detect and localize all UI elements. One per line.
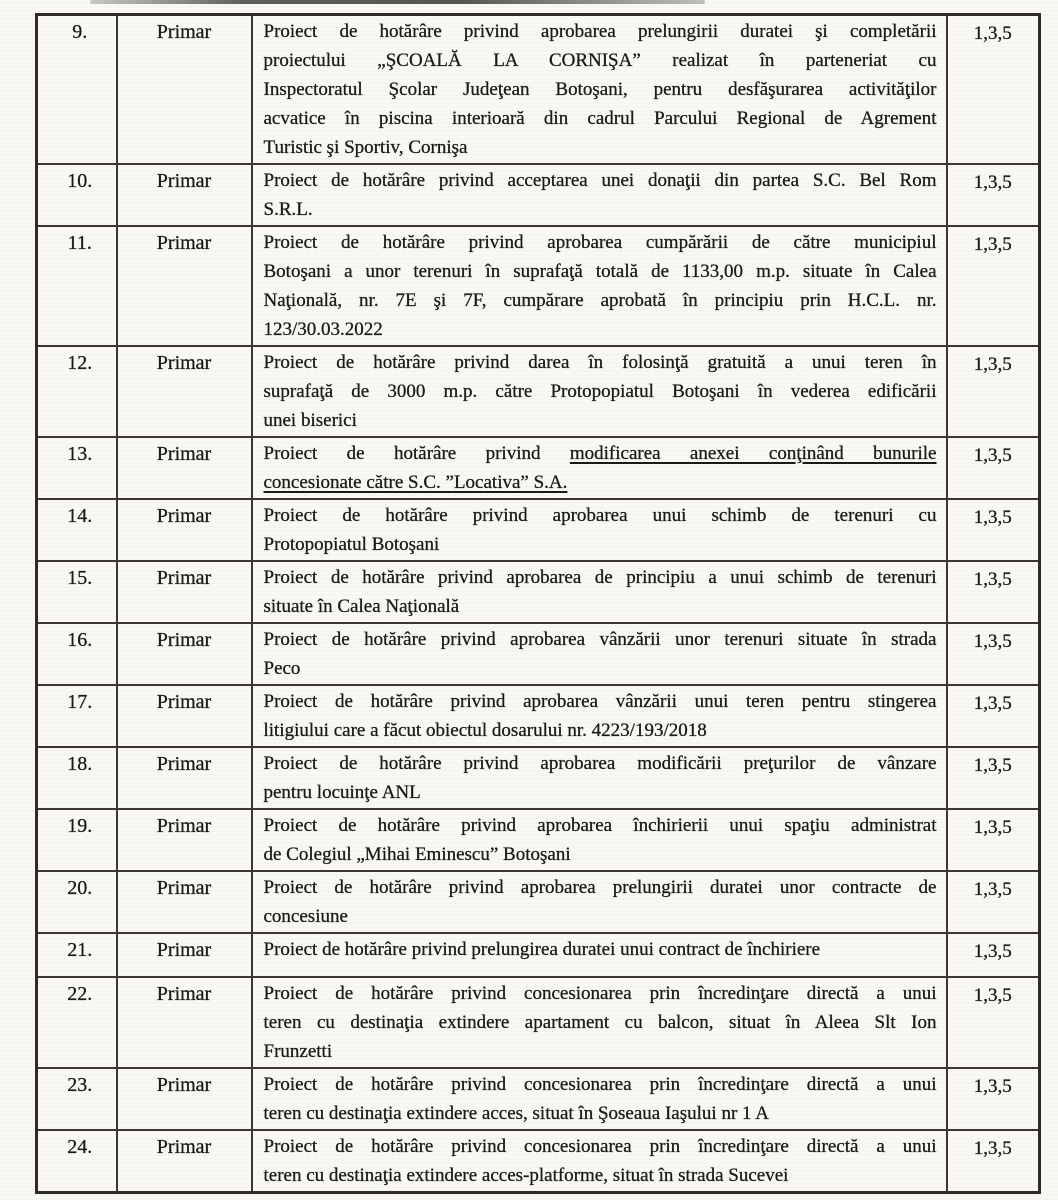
title-line: Turistic şi Sportiv, Cornişa	[263, 137, 468, 158]
row-title	[252, 346, 947, 437]
agenda-row	[37, 1130, 1040, 1193]
row-avize: 1,3,5	[947, 15, 1040, 165]
row-initiator: Primar	[117, 685, 252, 747]
title-line: situate în Calea Naţională	[263, 596, 460, 617]
row-avize: 1,3,5	[947, 561, 1040, 623]
row-title	[252, 437, 947, 499]
row-number: 18.	[37, 747, 117, 809]
row-avize: 1,3,5	[947, 623, 1040, 685]
row-avize: 1,3,5	[947, 1130, 1040, 1193]
title-line	[264, 468, 937, 497]
row-avize: 1,3,5	[947, 977, 1040, 1068]
agenda-row	[37, 437, 1040, 499]
title-line: Naţională, nr. 7E şi 7F, cumpărare aprobată în principiu prin H.C.L. nr.	[263, 290, 937, 311]
agenda-row	[37, 747, 1040, 809]
title-line: Proiect de hotărâre privind aprobarea vânzării unor terenuri situate în strada	[263, 629, 937, 650]
title-line: litigiului care a făcut obiectul dosarului nr. 4223/193/2018	[263, 720, 707, 741]
title-line: pentru locuinţe ANL	[263, 782, 421, 803]
title-line: de Colegiul „Mihai Eminescu” Botoşani	[263, 844, 571, 865]
title-line: teren cu destinaţia extindere acces-platforme, situat în strada Sucevei	[263, 1165, 789, 1186]
agenda-row	[37, 933, 1040, 977]
title-line: teren cu destinaţia extindere apartament cu balcon, situat în Aleea Slt Ion	[263, 1012, 937, 1033]
title-line: Proiect de hotărâre privind concesionarea prin încredinţare directă a unui	[263, 1136, 937, 1157]
row-initiator: Primar	[117, 226, 252, 346]
title-line: Proiect de hotărâre privind darea în folosinţă gratuită a unui teren în	[263, 352, 937, 373]
row-avize: 1,3,5	[947, 499, 1040, 561]
row-number: 22.	[37, 977, 117, 1068]
row-number: 12.	[37, 346, 117, 437]
title-line: Botoşani a unor terenuri în suprafaţă totală de 1133,00 m.p. situate în Calea	[263, 261, 937, 282]
agenda-table-body	[37, 15, 1040, 1193]
row-number: 9.	[37, 15, 117, 165]
row-initiator: Primar	[117, 15, 252, 165]
row-number: 21.	[37, 933, 117, 977]
agenda-table	[35, 13, 1041, 1194]
title-line: Proiect de hotărâre privind acceptarea unei donaţii din partea S.C. Bel Rom	[263, 170, 937, 191]
title-line: proiectului „ŞCOALĂ LA CORNIŞA” realizat în parteneriat cu	[263, 50, 937, 71]
title-line: Proiect de hotărâre privind aprobarea unui schimb de terenuri cu	[263, 505, 937, 526]
title-line: S.R.L.	[263, 199, 313, 220]
row-initiator: Primar	[117, 346, 252, 437]
title-text: Proiect de hotărâre privind	[263, 443, 570, 464]
row-initiator: Primar	[117, 561, 252, 623]
row-number: 24.	[37, 1130, 117, 1193]
row-title	[252, 164, 947, 226]
row-title	[252, 1130, 947, 1193]
row-title	[252, 977, 947, 1068]
row-initiator: Primar	[117, 499, 252, 561]
row-initiator: Primar	[117, 1068, 252, 1130]
title-text-underlined: modificarea anexei conţinând bunurile	[569, 443, 937, 464]
row-initiator: Primar	[117, 747, 252, 809]
title-line: Proiect de hotărâre privind aprobarea prelungirii duratei şi completării	[263, 21, 937, 42]
row-initiator: Primar	[117, 164, 252, 226]
row-avize: 1,3,5	[947, 809, 1040, 871]
title-line: Protopopiatul Botoşani	[263, 534, 440, 555]
title-line: Proiect de hotărâre privind aprobarea cumpărării de către municipiul	[263, 232, 937, 253]
row-number: 10.	[37, 164, 117, 226]
row-number: 13.	[37, 437, 117, 499]
title-line: Proiect de hotărâre privind concesionarea prin încredinţare directă a unui	[263, 1074, 937, 1095]
row-initiator: Primar	[117, 623, 252, 685]
title-line: Peco	[263, 658, 301, 679]
title-text-underlined: concesionate către S.C. ”Locativa” S.A.	[263, 472, 568, 493]
title-line: suprafaţă de 3000 m.p. către Protopopiatul Botoşani în vederea edificării	[263, 381, 937, 402]
row-title	[252, 933, 947, 977]
row-avize: 1,3,5	[947, 346, 1040, 437]
row-title	[252, 809, 947, 871]
row-avize: 1,3,5	[947, 871, 1040, 933]
agenda-row	[37, 977, 1040, 1068]
agenda-row	[37, 164, 1040, 226]
row-number: 19.	[37, 809, 117, 871]
title-line: acvatice în piscina interioară din cadrul Parcului Regional de Agrement	[263, 108, 937, 129]
title-line: unei biserici	[263, 410, 357, 431]
row-number: 23.	[37, 1068, 117, 1130]
row-number: 11.	[37, 226, 117, 346]
title-line: Proiect de hotărâre privind aprobarea prelungirii duratei unor contracte de	[263, 877, 937, 898]
title-line: Proiect de hotărâre privind aprobarea modificării preţurilor de vânzare	[263, 753, 937, 774]
agenda-row	[37, 809, 1040, 871]
row-avize: 1,3,5	[947, 226, 1040, 346]
row-title	[252, 561, 947, 623]
agenda-row	[37, 346, 1040, 437]
row-number: 15.	[37, 561, 117, 623]
row-initiator: Primar	[117, 933, 252, 977]
agenda-row	[37, 499, 1040, 561]
row-initiator: Primar	[117, 809, 252, 871]
row-avize: 1,3,5	[947, 685, 1040, 747]
title-line: teren cu destinaţia extindere acces, situat în Şoseaua Iaşului nr 1 A	[263, 1103, 769, 1124]
row-title	[252, 1068, 947, 1130]
title-line: concesiune	[263, 906, 348, 927]
row-initiator: Primar	[117, 871, 252, 933]
agenda-row	[37, 1068, 1040, 1130]
title-line: Proiect de hotărâre privind aprobarea închirierii unui spaţiu administrat	[263, 815, 937, 836]
title-line: Frunzetti	[263, 1041, 333, 1062]
row-title	[252, 623, 947, 685]
row-title	[252, 871, 947, 933]
scan-artifact-top-border	[90, 0, 705, 4]
agenda-row	[37, 226, 1040, 346]
title-line: Proiect de hotărâre privind concesionarea prin încredinţare directă a unui	[263, 983, 937, 1004]
title-line: 123/30.03.2022	[263, 319, 383, 340]
agenda-row	[37, 561, 1040, 623]
row-avize: 1,3,5	[947, 1068, 1040, 1130]
row-number: 17.	[37, 685, 117, 747]
agenda-row	[37, 685, 1040, 747]
agenda-row	[37, 15, 1040, 165]
row-initiator: Primar	[117, 437, 252, 499]
row-title	[252, 499, 947, 561]
row-initiator: Primar	[117, 977, 252, 1068]
row-title	[252, 226, 947, 346]
row-number: 20.	[37, 871, 117, 933]
title-line: Proiect de hotărâre privind aprobarea de principiu a unui schimb de terenuri	[263, 567, 937, 588]
row-number: 16.	[37, 623, 117, 685]
row-avize: 1,3,5	[947, 933, 1040, 977]
title-line: Inspectoratul Şcolar Judeţean Botoşani, pentru desfăşurarea activităţilor	[263, 79, 937, 100]
row-avize: 1,3,5	[947, 747, 1040, 809]
agenda-row	[37, 623, 1040, 685]
row-number: 14.	[37, 499, 117, 561]
title-line: Proiect de hotărâre privind prelungirea duratei unui contract de închiriere	[263, 939, 821, 960]
row-avize: 1,3,5	[947, 164, 1040, 226]
row-title	[252, 15, 947, 165]
title-line: Proiect de hotărâre privind aprobarea vânzării unui teren pentru stingerea	[263, 691, 937, 712]
row-avize: 1,3,5	[947, 437, 1040, 499]
row-title	[252, 747, 947, 809]
title-line	[264, 439, 937, 468]
row-title	[252, 685, 947, 747]
agenda-row	[37, 871, 1040, 933]
row-initiator: Primar	[117, 1130, 252, 1193]
